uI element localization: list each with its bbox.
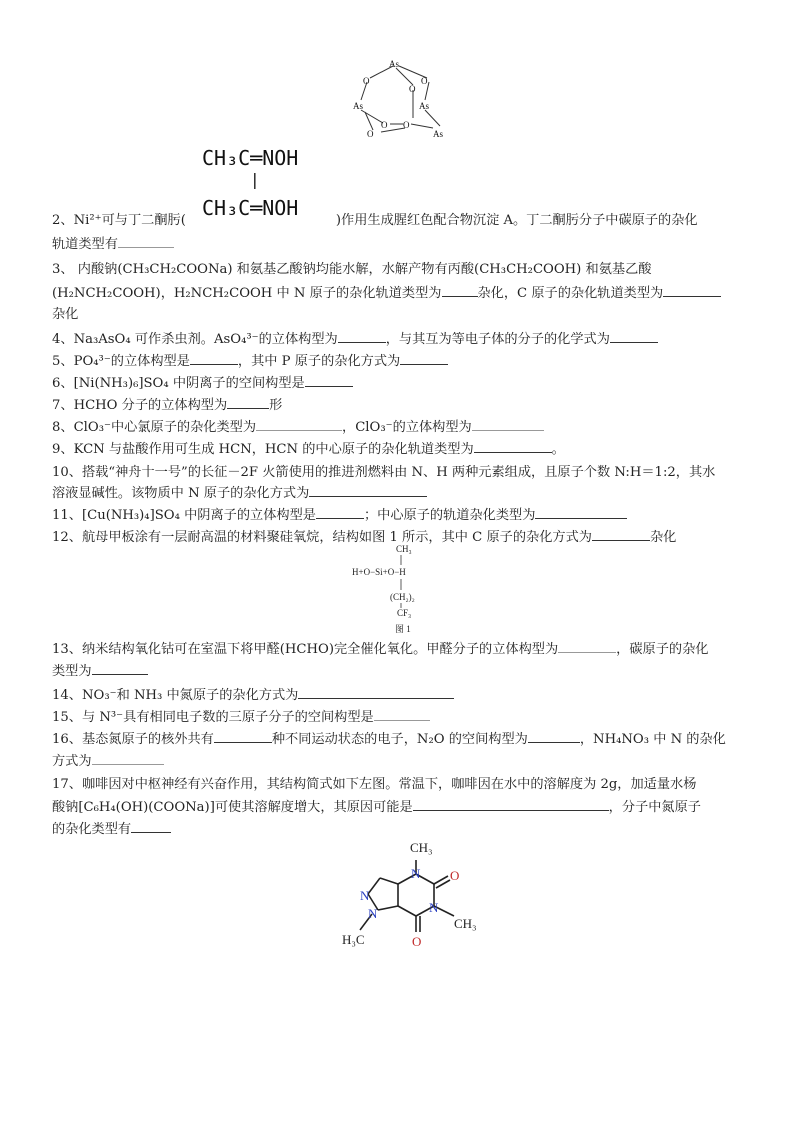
question-16-line2: 方式为: [52, 752, 164, 771]
as4o6-atom: O: [421, 76, 428, 86]
caffeine-h3c: H₃C: [342, 932, 365, 947]
question-5: 5、PO₄³⁻的立体构型是 ，其中 P 原子的杂化方式为: [52, 352, 448, 371]
caffeine-nitrogen: N: [368, 906, 378, 921]
fig1-caption: 图 1: [395, 624, 411, 634]
answer-blank[interactable]: [535, 506, 627, 519]
answer-blank[interactable]: [305, 374, 353, 387]
answer-blank[interactable]: [309, 484, 427, 497]
question-3: 3、 内酸钠(CH₃CH₂COONa) 和氨基乙酸钠均能水解，水解产物有丙酸(CH₃CH₂COOH) 和氨基乙酸: [52, 262, 652, 277]
answer-blank[interactable]: [256, 418, 342, 431]
question-13-line2: 类型为: [52, 662, 148, 681]
as4o6-atom: O: [409, 84, 416, 94]
answer-blank[interactable]: [528, 730, 580, 743]
answer-blank[interactable]: [472, 418, 544, 431]
answer-blank[interactable]: [400, 352, 448, 365]
caffeine-nitrogen: N: [411, 866, 421, 881]
as4o6-atom: As: [389, 59, 400, 69]
as4o6-atom: As: [353, 101, 364, 111]
question-4: 4、Na₃AsO₄ 可作杀虫剂。AsO₄³⁻的立体构型为 ，与其互为等电子体的分子的化学式为: [52, 330, 658, 349]
answer-blank[interactable]: [190, 352, 238, 365]
question-3-line3: 杂化: [52, 307, 79, 322]
question-6: 6、[Ni(NH₃)₆]SO₄ 中阴离子的空间构型是: [52, 374, 353, 393]
answer-blank[interactable]: [663, 284, 721, 297]
answer-blank[interactable]: [592, 528, 650, 541]
as4o6-atom: O: [363, 76, 370, 86]
question-2: 2、Ni²⁺可与丁二酮肟( )作用生成腥红色配合物沉淀 A。丁二酮肟分子中碳原子的杂化: [52, 213, 698, 228]
question-8: 8、ClO₃⁻中心氯原子的杂化类型为 ，ClO₃⁻的立体构型为: [52, 418, 544, 437]
answer-blank[interactable]: [131, 820, 171, 833]
question-10: 10、搭载“神舟十一号”的长征－2F 火箭使用的推进剂燃料由 N、H 两种元素组成，且原子个数 N:H＝1:2，其水: [52, 465, 716, 480]
answer-blank[interactable]: [338, 330, 386, 343]
question-17-line2: 酸钠[C₆H₄(OH)(COONa)]可使其溶解度增大，其原因可能是 ，分子中氮原子: [52, 800, 701, 815]
answer-blank[interactable]: [118, 235, 174, 248]
question-17: 17、咖啡因对中枢神经有兴奋作用，其结构简式如下左图。常温下，咖啡因在水中的溶解度为 2g，加适量水杨: [52, 777, 697, 792]
question-16: 16、基态氮原子的核外共有 种不同运动状态的电子，N₂O 的空间构型为 ，NH₄NO₃ 中 N 的杂化: [52, 732, 726, 747]
fig1-cf3: CF₃: [397, 608, 412, 618]
question-17-line3: 的杂化类型有: [52, 820, 171, 839]
caffeine-nitrogen: N: [360, 888, 370, 903]
as4o6-atom: As: [433, 129, 444, 139]
caffeine-nitrogen: N: [429, 900, 439, 915]
as4o6-atom: O: [367, 129, 374, 139]
answer-blank[interactable]: [298, 686, 454, 699]
question-12: 12、航母甲板涂有一层耐高温的材料聚硅氧烷，结构如图 1 所示，其中 C 原子的杂化方式为 杂化: [52, 530, 677, 545]
fig1-ch3: CH₃: [396, 544, 412, 554]
answer-blank[interactable]: [227, 396, 269, 409]
question-11: 11、[Cu(NH₃)₄]SO₄ 中阴离子的立体构型是 ；中心原子的轨道杂化类型为: [52, 506, 627, 525]
as4o6-atom: O: [381, 120, 388, 130]
fig1-main-chain: H+O−Si+O−H: [352, 567, 406, 577]
answer-blank[interactable]: [558, 640, 616, 653]
fig1-ch2: (CH₂)₂: [390, 592, 415, 602]
caffeine-oxygen: O: [412, 934, 422, 949]
answer-blank[interactable]: [316, 506, 364, 519]
question-7: 7、HCHO 分子的立体构型为 形: [52, 398, 283, 413]
caffeine-structure-figure: [330, 832, 510, 962]
question-14: 14、NO₃⁻和 NH₃ 中氮原子的杂化方式为: [52, 686, 454, 705]
as4o6-structure-figure: [345, 58, 465, 144]
answer-blank[interactable]: [610, 330, 658, 343]
answer-blank[interactable]: [442, 284, 478, 297]
caffeine-oxygen: O: [450, 868, 460, 883]
as4o6-atom: O: [403, 120, 410, 130]
figure-1-polysiloxane: [340, 542, 460, 636]
question-9: 9、KCN 与盐酸作用可生成 HCN，HCN 的中心原子的杂化轨道类型为 。: [52, 442, 565, 457]
answer-blank[interactable]: [214, 730, 272, 743]
answer-blank[interactable]: [413, 798, 609, 811]
answer-blank[interactable]: [474, 440, 552, 453]
as4o6-atom: As: [419, 101, 430, 111]
dmg-row1: CH₃C═NOH: [202, 146, 299, 170]
answer-blank[interactable]: [374, 708, 430, 721]
dmg-row2: CH₃C═NOH: [202, 196, 299, 220]
caffeine-ch3-right: CH₃: [454, 916, 477, 931]
answer-blank[interactable]: [92, 752, 164, 765]
caffeine-ch3-top: CH₃: [410, 840, 433, 855]
question-3-line2: (H₂NCH₂COOH)，H₂NCH₂COOH 中 N 原子的杂化轨道类型为 杂化，C 原子的杂化轨道类型为: [52, 284, 721, 303]
answer-blank[interactable]: [92, 662, 148, 675]
question-13: 13、纳米结构氧化钴可在室温下将甲醛(HCHO)完全催化氧化。甲醛分子的立体构型为 ，碳原子的杂化: [52, 642, 709, 657]
question-15: 15、与 N³⁻具有相同电子数的三原子分子的空间构型是: [52, 708, 430, 727]
question-10-line2: 溶液显碱性。该物质中 N 原子的杂化方式为: [52, 484, 427, 503]
question-2-line2: 轨道类型有: [52, 235, 174, 254]
dmg-bond: |: [250, 170, 260, 189]
